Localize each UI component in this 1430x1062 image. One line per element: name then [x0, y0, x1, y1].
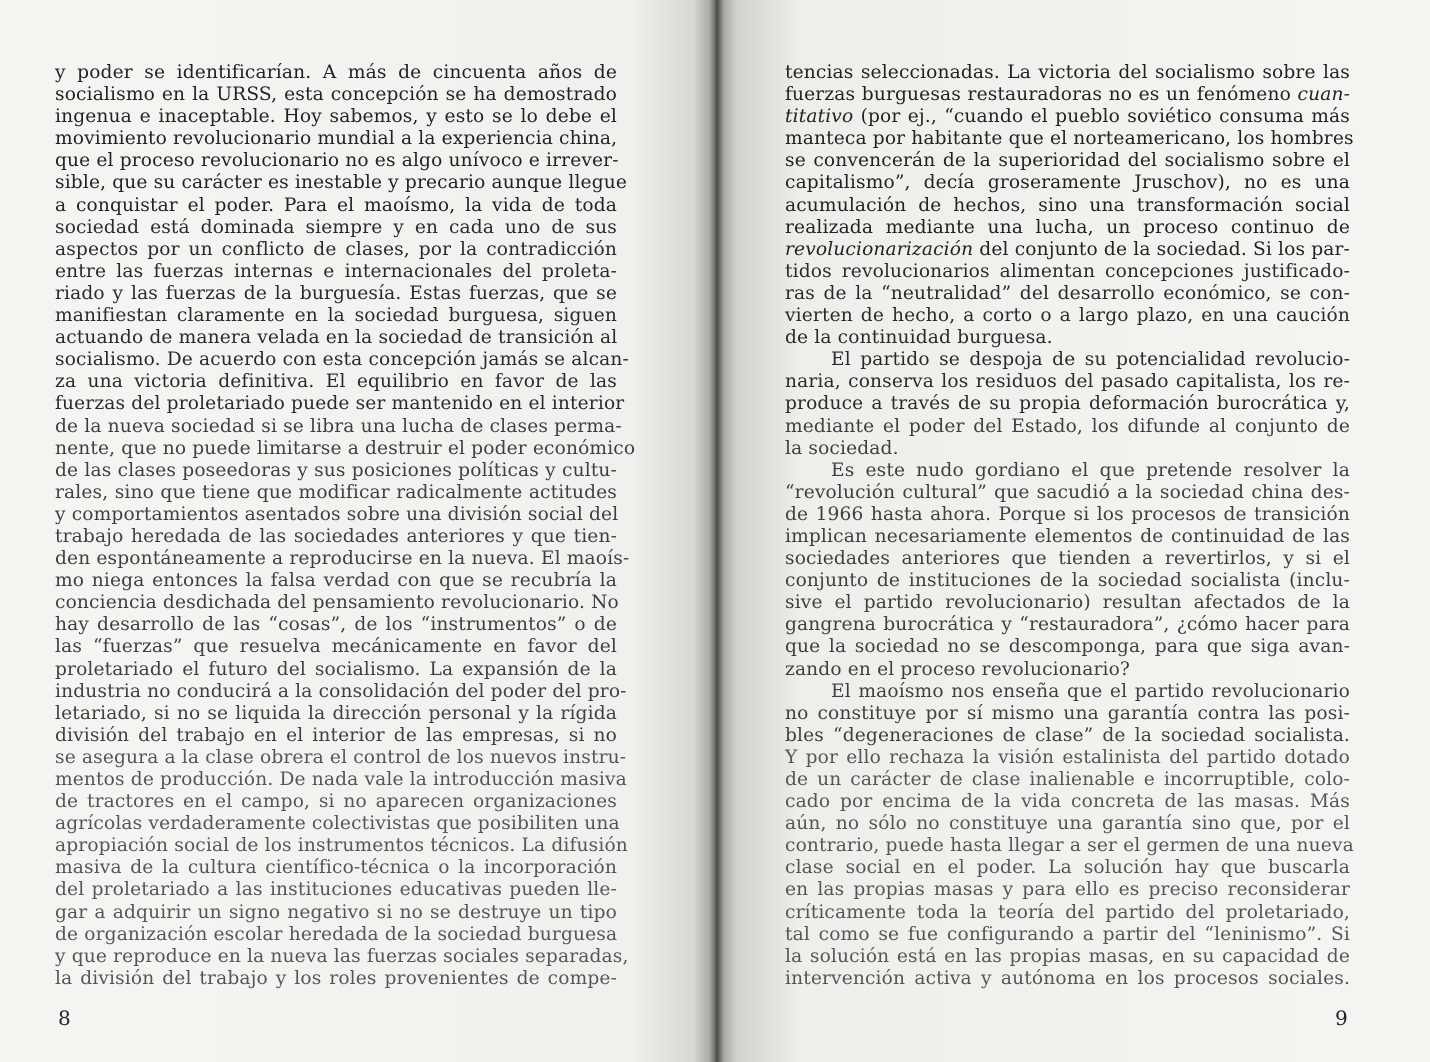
- text-line: tal como se fue configurando a partir del “leninismo”. Si: [785, 923, 1350, 945]
- book-gutter: [708, 0, 724, 1062]
- text-line: sociedades anteriores que tienden a revertirlos, y si el: [785, 548, 1350, 570]
- text-line: intervención activa y autónoma en los procesos sociales.: [785, 967, 1350, 989]
- text-line: hay desarrollo de las “cosas”, de los “instrumentos” o de: [55, 614, 617, 636]
- text-line: acumulación de hechos, sino una transformación social: [785, 194, 1350, 216]
- text-line: sive el partido revolucionario) resultan afectados de la: [785, 592, 1350, 614]
- text-line: letariado, si no se liquida la dirección personal y la rígida: [55, 702, 617, 724]
- text-line: mediante el poder del Estado, los difunde al conjunto de: [785, 415, 1350, 437]
- text-line: de 1966 hasta ahora. Porque si los procesos de transición: [785, 503, 1350, 525]
- text-line: se convencerán de la superioridad del socialismo sobre el: [785, 150, 1350, 172]
- text-line: titativo (por ej., “cuando el pueblo soviético consuma más: [785, 106, 1350, 128]
- text-line: fuerzas burguesas restauradoras no es un fenómeno cuan-: [785, 84, 1350, 106]
- text-line: nente, que no puede limitarse a destruir el poder económico: [55, 437, 636, 459]
- text-line: no constituye por sí mismo una garantía contra las posi-: [785, 702, 1350, 724]
- text-line: tidos revolucionarios alimentan concepciones justificado-: [785, 260, 1350, 282]
- text-line: Y por ello rechaza la visión estalinista del partido dotado: [785, 746, 1350, 768]
- text-line: a conquistar el poder. Para el maoísmo, la vida de toda: [55, 194, 617, 216]
- text-line: ingenua e inaceptable. Hoy sabemos, y esto se lo debe el: [55, 106, 617, 128]
- text-line: zando en el proceso revolucionario?: [785, 658, 1131, 680]
- text-line: conciencia desdichada del pensamiento revolucionario. No: [55, 592, 619, 614]
- text-line: manifiestan claramente en la sociedad burguesa, siguen: [55, 305, 617, 327]
- text-line: sible, que su carácter es inestable y precario aunque llegue: [55, 172, 628, 194]
- text-line: división del trabajo en el interior de las empresas, si no: [55, 724, 617, 746]
- text-line: bles “degeneraciones de clase” de la sociedad socialista.: [785, 724, 1350, 746]
- left-page-text: [55, 62, 636, 990]
- text-line: actuando de manera velada en la sociedad de transición al: [55, 327, 618, 349]
- text-line: la sociedad.: [785, 437, 899, 459]
- text-line: manteca por habitante que el norteamericano, los hombres: [785, 128, 1354, 150]
- text-line: trabajo heredada de las sociedades anteriores y que tien-: [55, 525, 617, 547]
- text-line: implican necesariamente elementos de continuidad de las: [785, 525, 1350, 547]
- text-line: El partido se despoja de su potencialidad revolucio-: [831, 349, 1350, 371]
- text-line: y comportamientos asentados sobre una división social del: [55, 503, 619, 525]
- text-line: de las clases poseedoras y sus posiciones políticas y cultu-: [55, 459, 617, 481]
- text-line: socialismo en la URSS, esta concepción se ha demostrado: [55, 84, 617, 106]
- text-line: se asegura a la clase obrera el control de los nuevos instru-: [55, 746, 627, 768]
- text-line: de tractores en el campo, si no aparecen organizaciones: [55, 791, 617, 813]
- text-line: mentos de producción. De nada vale la introducción masiva: [55, 769, 627, 790]
- text-line: produce a través de su propia deformación burocrática y,: [785, 393, 1350, 415]
- text-line: fuerzas del proletariado puede ser mantenido en el interior: [55, 393, 625, 415]
- text-line: socialismo. De acuerdo con esta concepción jamás se alcan-: [55, 349, 629, 371]
- text-line: vierten de hecho, a corto o a largo plazo, en una caución: [785, 305, 1350, 327]
- text-line: El maoísmo nos enseña que el partido revolucionario: [831, 680, 1350, 702]
- text-line: que el proceso revolucionario no es algo unívoco e irrever-: [55, 150, 619, 172]
- text-line: rales, sino que tiene que modificar radicalmente actitudes: [55, 481, 617, 503]
- text-line: industria no conducirá a la consolidación del poder del pro-: [55, 680, 627, 702]
- text-line: gar a adquirir un signo negativo si no se destruye un tipo: [55, 901, 617, 923]
- right-page: [715, 0, 1430, 1062]
- text-line: sociedad está dominada siempre y en cada uno de sus: [55, 216, 617, 238]
- text-line: contrario, puede hasta llegar a ser el germen de una nueva: [785, 835, 1354, 857]
- text-line: aspectos por un conflicto de clases, por la contradicción: [55, 238, 617, 260]
- text-line: cado por encima de la vida concreta de las masas. Más: [785, 791, 1350, 813]
- text-line: la división del trabajo y los roles provenientes de compe-: [55, 967, 617, 989]
- text-line: y poder se identificarían. A más de cincuenta años de: [55, 62, 617, 83]
- text-line: y que reproduce en la nueva las fuerzas sociales separadas,: [55, 945, 629, 967]
- text-line: Es este nudo gordiano el que pretende resolver la: [831, 459, 1350, 481]
- text-line: de un carácter de clase inalienable e incorruptible, colo-: [785, 769, 1350, 790]
- right-page-text: [785, 62, 1354, 990]
- text-line: ras de la “neutralidad” del desarrollo económico, se con-: [785, 282, 1350, 304]
- text-line: en las propias masas y para ello es preciso reconsiderar: [785, 879, 1350, 901]
- text-line: del proletariado a las instituciones educativas pueden lle-: [55, 879, 617, 901]
- text-line: proletariado el futuro del socialismo. La expansión de la: [55, 658, 617, 680]
- text-line: “revolución cultural” que sacudió a la sociedad china des-: [785, 481, 1350, 503]
- text-line: de la continuidad burguesa.: [785, 327, 1053, 349]
- text-line: la solución está en las propias masas, en su capacidad de: [785, 945, 1350, 967]
- text-line: clase social en el poder. La solución hay que buscarla: [785, 857, 1350, 879]
- text-line: realizada mediante una lucha, un proceso continuo de: [785, 216, 1350, 238]
- text-line: movimiento revolucionario mundial a la experiencia china,: [55, 128, 618, 150]
- text-line: las “fuerzas” que resuelva mecánicamente en favor del: [55, 636, 617, 658]
- text-line: mo niega entonces la falsa verdad con que se recubría la: [55, 570, 617, 592]
- text-line: agrícolas verdaderamente colectivistas que posibiliten una: [55, 813, 620, 835]
- text-line: gangrena burocrática y “restauradora”, ¿cómo hacer para: [785, 614, 1350, 636]
- text-line: riado y las fuerzas de la burguesía. Estas fuerzas, que se: [55, 282, 617, 304]
- text-line: capitalismo”, decía groseramente Jruschov), no es una: [785, 172, 1350, 194]
- text-line: za una victoria definitiva. El equilibrio en favor de las: [55, 371, 617, 393]
- text-line: apropiación social de los instrumentos técnicos. La difusión: [55, 835, 628, 857]
- text-line: que la sociedad no se descomponga, para que siga avan-: [785, 636, 1350, 658]
- right-page-number: 9: [1335, 1006, 1348, 1030]
- text-line: tencias seleccionadas. La victoria del socialismo sobre las: [785, 62, 1350, 83]
- text-line: masiva de la cultura científico-técnica o la incorporación: [55, 857, 617, 879]
- text-line: conjunto de instituciones de la sociedad socialista (inclu-: [785, 570, 1350, 592]
- text-line: revolucionarización del conjunto de la sociedad. Si los par-: [785, 238, 1350, 260]
- text-line: de la nueva sociedad si se libra una lucha de clases perma-: [55, 415, 622, 437]
- text-line: aún, no sólo no constituye una garantía sino que, por el: [785, 813, 1350, 835]
- text-line: den espontáneamente a reproducirse en la nueva. El maoís-: [55, 548, 630, 570]
- text-line: naria, conserva los residuos del pasado capitalista, los re-: [785, 371, 1350, 393]
- text-line: entre las fuerzas internas e internacionales del proleta-: [55, 260, 617, 282]
- text-line: de organización escolar heredada de la sociedad burguesa: [55, 923, 618, 945]
- text-line: críticamente toda la teoría del partido del proletariado,: [785, 901, 1350, 923]
- left-page-number: 8: [58, 1006, 71, 1030]
